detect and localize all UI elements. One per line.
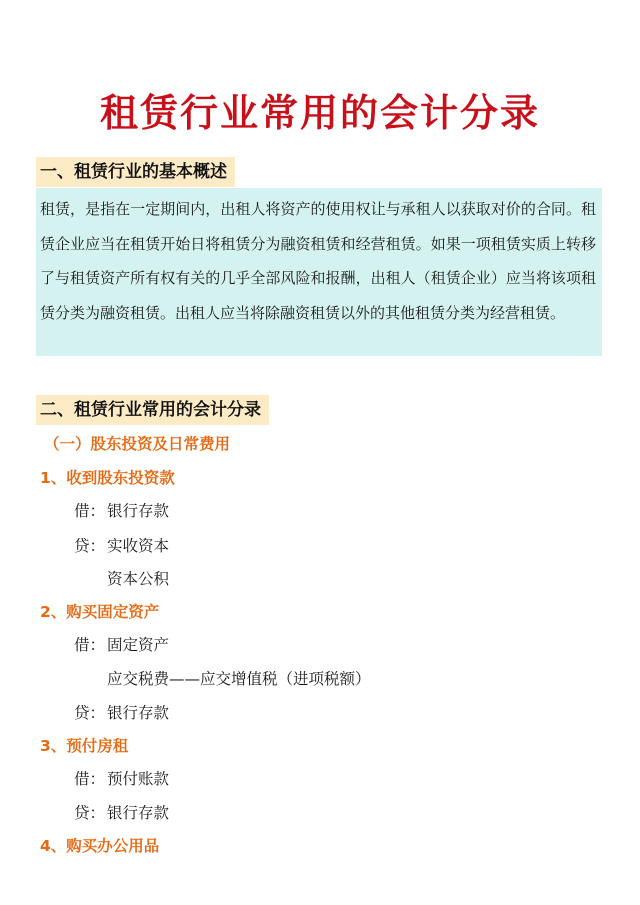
entry-direction: 借： (74, 502, 106, 520)
entry-direction: 借： (74, 636, 106, 654)
entry-account: 实收资本 (107, 537, 170, 555)
overview-paragraph: 租赁，是指在一定期间内，出租人将资产的使用权让与承租人以获取对价的合同。租赁企业应当在租赁开始日将租赁分为融资租赁和经营租赁。如果一项租赁实质上转移了与租赁资产所有权有关的几乎全部风险和报酬，出租人（租赁企业）应当将该项租赁分类为融资租赁。出租人应当将除融资租赁以外的其他租赁分类为经营租赁。 (36, 188, 602, 356)
entry-line (74, 801, 169, 823)
entry-direction: 贷： (74, 704, 106, 722)
entry-direction: 借： (74, 770, 106, 788)
entry-line (74, 567, 169, 589)
entry-line (74, 499, 169, 521)
entry-line (74, 534, 169, 556)
entry-title-office-supplies: 4、购买办公用品 (40, 837, 160, 855)
entry-title-prepaid-rent: 3、预付房租 (40, 737, 129, 755)
entry-account: 资本公积 (107, 570, 170, 588)
subsection-heading: （一）股东投资及日常费用 (44, 435, 231, 453)
entry-line (74, 667, 371, 689)
entry-account: 银行存款 (107, 804, 170, 822)
entry-title-fixed-assets: 2、购买固定资产 (40, 603, 160, 621)
entry-account: 银行存款 (107, 704, 170, 722)
entry-account: 银行存款 (107, 502, 170, 520)
page-title: 租赁行业常用的会计分录 (99, 90, 540, 135)
entry-direction: 贷： (74, 804, 106, 822)
section-heading-overview: 一、租赁行业的基本概述 (36, 157, 235, 187)
entry-account: 固定资产 (107, 636, 170, 654)
entry-line (74, 633, 169, 655)
section-heading-entries: 二、租赁行业常用的会计分录 (36, 395, 269, 425)
entry-line (74, 767, 169, 789)
entry-account: 应交税费——应交增值税（进项税额） (107, 670, 371, 688)
entry-account: 预付账款 (107, 770, 170, 788)
entry-line (74, 701, 169, 723)
entry-direction: 贷： (74, 537, 106, 555)
entry-title-shareholder-investment: 1、收到股东投资款 (40, 469, 175, 487)
